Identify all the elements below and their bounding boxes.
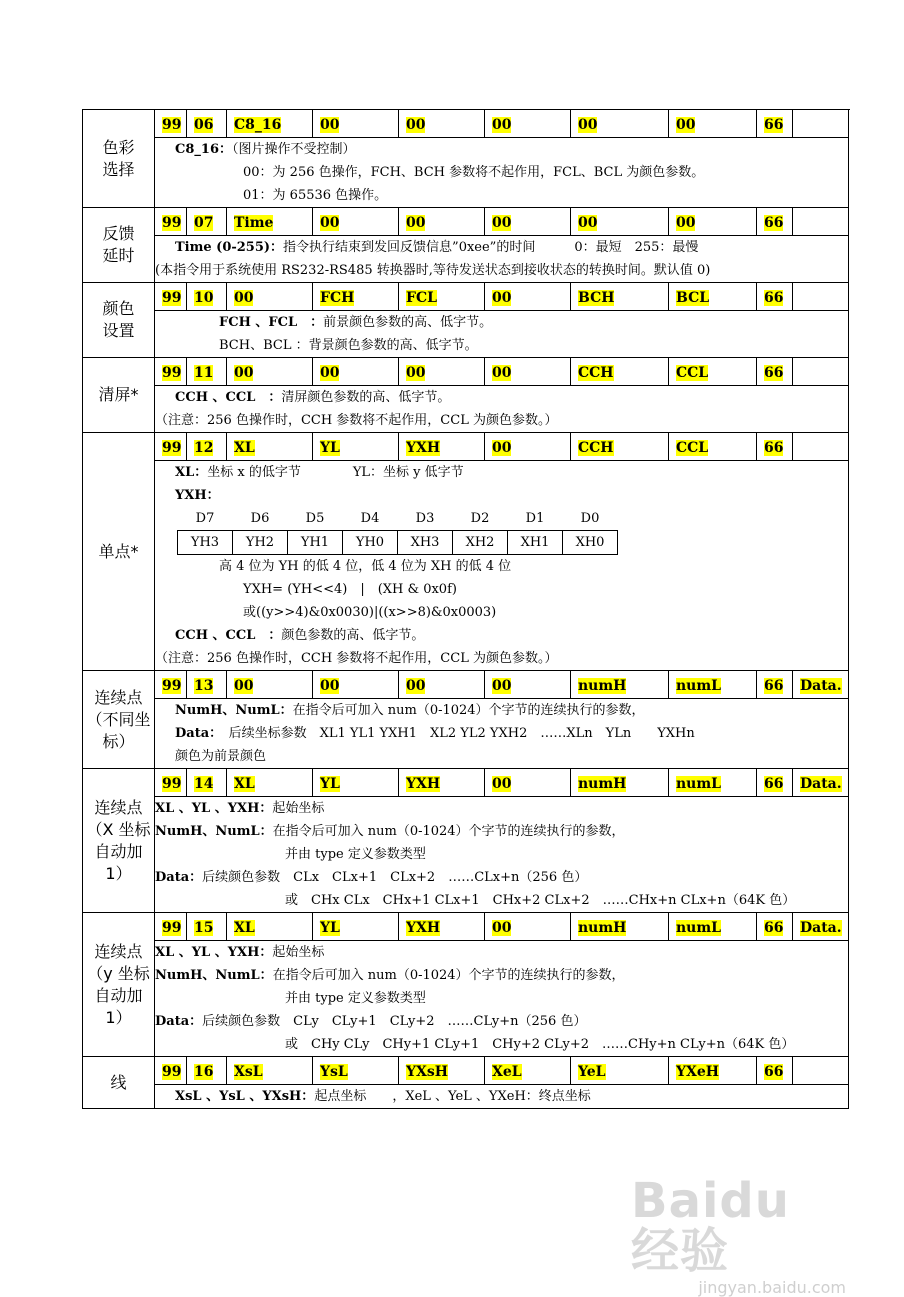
cmd-cell [793, 110, 849, 138]
cmd-byte: 00 [578, 215, 598, 231]
cmd-byte: 07 [194, 215, 214, 231]
description-line: NumH、NumL：在指令后可加入 num（0-1024）个字节的连续执行的参数， [175, 703, 645, 718]
cmd-cell [757, 358, 793, 386]
cmd-byte: numH [578, 678, 627, 694]
cmd-cell [757, 671, 793, 699]
cmd-cell [757, 208, 793, 236]
cmd-cell [227, 433, 313, 461]
description-line: Data：后续颜色参数 CLx CLx+1 CLx+2 ……CLx+n（256 色） [155, 870, 588, 885]
cmd-cell [313, 208, 399, 236]
cmd-byte: YXeH [676, 1064, 719, 1080]
cmd-cell [485, 358, 571, 386]
cmd-cell [155, 208, 187, 236]
cmd-cell [571, 433, 669, 461]
cmd-cell [485, 110, 571, 138]
cmd-byte: 00 [234, 290, 254, 306]
section-label: 色彩 选择 [83, 110, 155, 208]
cmd-cell [571, 913, 669, 941]
description-line: 并由 type 定义参数类型 [285, 847, 426, 862]
cmd-byte: 00 [492, 440, 512, 456]
cmd-cell [313, 110, 399, 138]
bit-head: D5 [305, 511, 325, 526]
cmd-cell [227, 110, 313, 138]
cmd-cell [757, 913, 793, 941]
cmd-cell [155, 433, 187, 461]
cmd-cell [669, 913, 757, 941]
cmd-byte: 66 [764, 1064, 784, 1080]
cmd-cell [669, 671, 757, 699]
cmd-byte: 00 [578, 117, 598, 133]
cmd-byte: 00 [234, 678, 254, 694]
cmd-cell [793, 283, 849, 311]
cmd-byte: YsL [320, 1064, 348, 1080]
description-line: XL 、YL 、YXH：起始坐标 [155, 945, 325, 960]
cmd-cell [313, 358, 399, 386]
watermark-url: jingyan.baidu.com [698, 1278, 846, 1297]
cmd-byte: 66 [764, 365, 784, 381]
cmd-cell [313, 283, 399, 311]
cmd-cell [187, 283, 227, 311]
cmd-cell [793, 671, 849, 699]
cmd-byte: numH [578, 776, 627, 792]
cmd-cell [155, 358, 187, 386]
description-line: FCH 、FCL ：前景颜色参数的高、低字节。 [219, 315, 493, 330]
cmd-byte: 00 [406, 365, 426, 381]
section-description [155, 461, 849, 671]
cmd-cell [669, 110, 757, 138]
cmd-byte: 00 [492, 678, 512, 694]
cmd-byte: YL [320, 776, 340, 792]
description-line: BCH、BCL ：背景颜色参数的高、低字节。 [219, 338, 478, 353]
cmd-cell [757, 769, 793, 797]
cmd-cell [485, 1057, 571, 1085]
cmd-cell [793, 913, 849, 941]
cmd-byte: 00 [492, 117, 512, 133]
cmd-cell [485, 433, 571, 461]
cmd-cell [485, 671, 571, 699]
cmd-byte: 00 [492, 215, 512, 231]
cmd-byte: YXH [406, 440, 441, 456]
cmd-cell [399, 358, 485, 386]
cmd-cell [399, 913, 485, 941]
section-label: 清屏* [83, 358, 155, 433]
section-description [155, 138, 849, 208]
cmd-byte: 00 [234, 365, 254, 381]
cmd-cell [757, 110, 793, 138]
description-line: CCH 、CCL ：颜色参数的高、低字节。 [175, 628, 425, 643]
cmd-cell [399, 769, 485, 797]
cmd-byte: XL [234, 920, 255, 936]
description-line: C8_16：（图片操作不受控制） [175, 142, 356, 157]
cmd-byte: YXsH [406, 1064, 448, 1080]
cmd-byte: FCL [406, 290, 437, 306]
cmd-cell [669, 433, 757, 461]
bit-cell: YH0 [343, 531, 398, 555]
cmd-cell [313, 913, 399, 941]
cmd-byte: 06 [194, 117, 214, 133]
bit-head: D7 [195, 511, 215, 526]
cmd-cell [485, 913, 571, 941]
cmd-byte: 00 [406, 215, 426, 231]
section-description [155, 1085, 849, 1109]
cmd-cell [313, 671, 399, 699]
description-line: 01：为 65536 色操作。 [243, 188, 388, 203]
section-label: 连续点（y 坐标自动加 1） [83, 913, 155, 1057]
bit-cell: XH1 [508, 531, 563, 555]
section-label: 颜色 设置 [83, 283, 155, 358]
cmd-byte: 13 [194, 678, 214, 694]
cmd-cell [669, 1057, 757, 1085]
description-line: XsL 、YsL 、YXsH：起点坐标 ，XeL 、YeL 、YXeH：终点坐标 [175, 1089, 591, 1104]
cmd-byte: 99 [162, 290, 182, 306]
cmd-byte: 66 [764, 290, 784, 306]
command-table [82, 109, 849, 1109]
cmd-byte: CCH [578, 440, 614, 456]
cmd-byte: YXH [406, 776, 441, 792]
cmd-cell [793, 433, 849, 461]
cmd-cell [187, 1057, 227, 1085]
cmd-cell [757, 433, 793, 461]
cmd-cell [187, 433, 227, 461]
cmd-cell [155, 913, 187, 941]
cmd-byte: 00 [676, 117, 696, 133]
cmd-byte: YL [320, 920, 340, 936]
cmd-cell [187, 208, 227, 236]
cmd-byte: BCL [676, 290, 710, 306]
description-line: CCH 、CCL ：清屏颜色参数的高、低字节。 [175, 390, 451, 405]
cmd-cell [793, 769, 849, 797]
section-description [155, 699, 849, 769]
section-description [155, 797, 849, 913]
bit-head: D6 [250, 511, 270, 526]
cmd-byte: CCL [676, 440, 709, 456]
cmd-byte: 66 [764, 678, 784, 694]
cmd-byte: XsL [234, 1064, 263, 1080]
description-line: NumH、NumL：在指令后可加入 num（0-1024）个字节的连续执行的参数， [155, 824, 625, 839]
cmd-byte: 00 [492, 290, 512, 306]
cmd-cell [793, 358, 849, 386]
cmd-byte: 00 [676, 215, 696, 231]
watermark [631, 1173, 846, 1297]
description-line: （注意：256 色操作时，CCH 参数将不起作用，CCL 为颜色参数。） [155, 413, 558, 428]
cmd-cell [313, 769, 399, 797]
cmd-byte: 99 [162, 215, 182, 231]
bit-head: D4 [360, 511, 380, 526]
cmd-cell [571, 208, 669, 236]
cmd-cell [155, 1057, 187, 1085]
cmd-cell [155, 769, 187, 797]
cmd-byte: Data. [800, 776, 842, 792]
cmd-byte: 66 [764, 920, 784, 936]
watermark-logo: Baidu 经验 [631, 1173, 790, 1279]
bit-cell: YH2 [233, 531, 288, 555]
cmd-cell [155, 671, 187, 699]
cmd-byte: 99 [162, 440, 182, 456]
cmd-byte: 00 [320, 215, 340, 231]
section-label: 连续点（X 坐标自动加 1） [83, 769, 155, 913]
cmd-byte: 66 [764, 440, 784, 456]
cmd-cell [669, 283, 757, 311]
cmd-cell [669, 769, 757, 797]
description-line: 并由 type 定义参数类型 [285, 991, 426, 1006]
cmd-byte: 16 [194, 1064, 214, 1080]
cmd-cell [399, 433, 485, 461]
cmd-byte: 10 [194, 290, 214, 306]
cmd-cell [227, 1057, 313, 1085]
cmd-byte: 99 [162, 920, 182, 936]
cmd-byte: 99 [162, 365, 182, 381]
section-description [155, 941, 849, 1057]
cmd-byte: 66 [764, 776, 784, 792]
cmd-byte: 00 [406, 117, 426, 133]
cmd-cell [187, 110, 227, 138]
cmd-byte: XeL [492, 1064, 522, 1080]
cmd-byte: 00 [492, 365, 512, 381]
cmd-byte: YeL [578, 1064, 606, 1080]
cmd-cell [757, 283, 793, 311]
cmd-cell [571, 358, 669, 386]
description-line: 颜色为前景颜色 [175, 749, 267, 764]
cmd-byte: 99 [162, 1064, 182, 1080]
cmd-cell [793, 208, 849, 236]
section-label: 反馈 延时 [83, 208, 155, 283]
cmd-cell [155, 110, 187, 138]
cmd-byte: FCH [320, 290, 355, 306]
cmd-cell [187, 358, 227, 386]
cmd-cell [155, 283, 187, 311]
description-line: NumH、NumL：在指令后可加入 num（0-1024）个字节的连续执行的参数， [155, 968, 625, 983]
cmd-byte: 00 [492, 776, 512, 792]
cmd-cell [669, 208, 757, 236]
section-description [155, 311, 849, 358]
cmd-cell [227, 769, 313, 797]
cmd-byte: numL [676, 776, 722, 792]
description-line: 00：为 256 色操作，FCH、BCH 参数将不起作用，FCL、BCL 为颜色参数。 [243, 165, 705, 180]
cmd-cell [399, 208, 485, 236]
cmd-cell [399, 110, 485, 138]
cmd-byte: CCL [676, 365, 709, 381]
cmd-byte: XL [234, 776, 255, 792]
cmd-cell [399, 1057, 485, 1085]
description-line: Time (0-255)：指令执行结束到发回反馈信息”0xee”的时间 0：最短 255：最慢 [175, 240, 699, 255]
section-label: 线 [83, 1057, 155, 1109]
cmd-byte: XL [234, 440, 255, 456]
bit-cell: XH0 [563, 531, 618, 555]
bit-cell: XH2 [453, 531, 508, 555]
bit-head: D0 [580, 511, 600, 526]
cmd-byte: 66 [764, 117, 784, 133]
cmd-byte: Data. [800, 678, 842, 694]
cmd-byte: 12 [194, 440, 214, 456]
cmd-byte: 15 [194, 920, 214, 936]
cmd-byte: numH [578, 920, 627, 936]
cmd-cell [399, 671, 485, 699]
cmd-cell [571, 769, 669, 797]
description-line: Data： 后续坐标参数 XL1 YL1 YXH1 XL2 YL2 YXH2 ……XLn YLn YXHn [175, 726, 695, 741]
cmd-cell [227, 358, 313, 386]
cmd-byte: 00 [320, 365, 340, 381]
description-line: (本指令用于系统使用 RS232-RS485 转换器时,等待发送状态到接收状态的转换时间。默认值 0) [155, 263, 711, 278]
description-line: Data：后续颜色参数 CLy CLy+1 CLy+2 ……CLy+n（256 色） [155, 1014, 587, 1029]
description-line: （注意：256 色操作时，CCH 参数将不起作用，CCL 为颜色参数。） [155, 651, 558, 666]
cmd-byte: 00 [320, 117, 340, 133]
cmd-cell [399, 283, 485, 311]
cmd-cell [227, 671, 313, 699]
cmd-byte: Data. [800, 920, 842, 936]
cmd-cell [485, 208, 571, 236]
description-line: 或 CHy CLy CHy+1 CLy+1 CHy+2 CLy+2 ……CHy+n CLy+n（64K 色） [285, 1037, 795, 1052]
cmd-cell [571, 110, 669, 138]
cmd-cell [669, 358, 757, 386]
cmd-cell [571, 1057, 669, 1085]
description-line: 或 CHx CLx CHx+1 CLx+1 CHx+2 CLx+2 ……CHx+n CLx+n（64K 色） [285, 893, 796, 908]
description-line: XL 、YL 、YXH：起始坐标 [155, 801, 325, 816]
cmd-cell [313, 433, 399, 461]
cmd-byte: numL [676, 678, 722, 694]
cmd-byte: 00 [492, 920, 512, 936]
cmd-byte: 66 [764, 215, 784, 231]
cmd-byte: Time [234, 215, 274, 231]
description-line: YXH= (YH<<4) | (XH & 0x0f) [243, 582, 457, 597]
cmd-cell [485, 283, 571, 311]
cmd-byte: CCH [578, 365, 614, 381]
cmd-byte: 14 [194, 776, 214, 792]
cmd-cell [227, 283, 313, 311]
cmd-cell [571, 283, 669, 311]
cmd-byte: 00 [320, 678, 340, 694]
cmd-byte: numL [676, 920, 722, 936]
section-label: 连续点（不同坐标） [83, 671, 155, 769]
cmd-cell [757, 1057, 793, 1085]
cmd-byte: YL [320, 440, 340, 456]
cmd-byte: C8_16 [234, 117, 282, 133]
cmd-cell [187, 671, 227, 699]
cmd-cell [187, 913, 227, 941]
description-line: 或((y>>4)&0x0030)|((x>>8)&0x0003) [243, 605, 497, 620]
bit-head: D1 [525, 511, 545, 526]
cmd-cell [227, 208, 313, 236]
description-line: 高 4 位为 YH 的低 4 位，低 4 位为 XH 的低 4 位 [219, 559, 512, 574]
section-description [155, 236, 849, 283]
cmd-byte: 99 [162, 776, 182, 792]
bit-cell: YH1 [288, 531, 343, 555]
description-line: XL：坐标 x 的低字节 YL：坐标 y 低字节 [175, 465, 464, 480]
cmd-byte: BCH [578, 290, 615, 306]
cmd-byte: YXH [406, 920, 441, 936]
cmd-cell [485, 769, 571, 797]
bit-table [177, 507, 618, 555]
cmd-cell [793, 1057, 849, 1085]
bit-head: D3 [415, 511, 435, 526]
cmd-cell [187, 769, 227, 797]
bit-head: D2 [470, 511, 490, 526]
section-label: 单点* [83, 433, 155, 671]
cmd-cell [313, 1057, 399, 1085]
bit-cell: YH3 [178, 531, 233, 555]
section-description [155, 386, 849, 433]
description-line: YXH： [175, 488, 220, 503]
cmd-byte: 99 [162, 678, 182, 694]
bit-cell: XH3 [398, 531, 453, 555]
cmd-byte: 11 [194, 365, 214, 381]
cmd-cell [227, 913, 313, 941]
cmd-byte: 99 [162, 117, 182, 133]
cmd-byte: 00 [406, 678, 426, 694]
cmd-cell [571, 671, 669, 699]
